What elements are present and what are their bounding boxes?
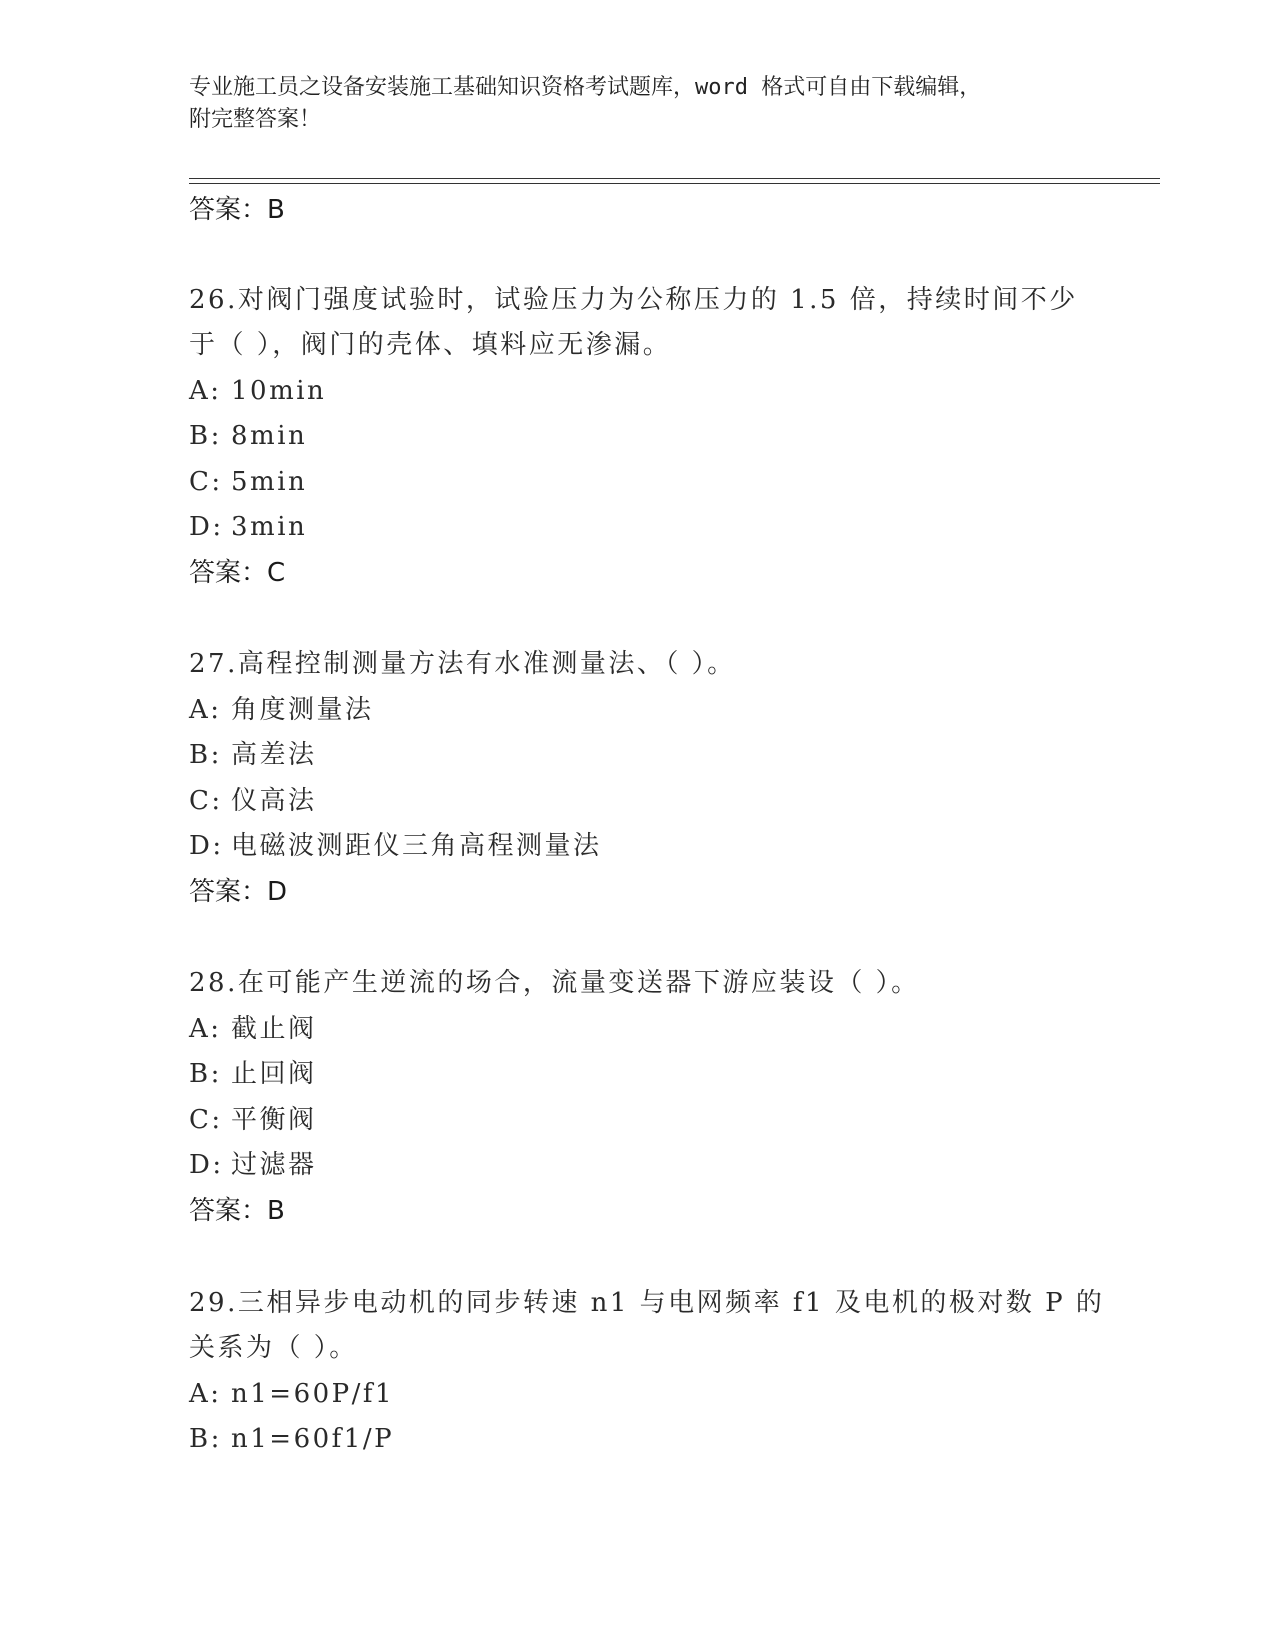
option-key: A: xyxy=(189,1014,222,1044)
option-a xyxy=(189,1376,394,1412)
option-key: C: xyxy=(189,1105,223,1135)
option-a xyxy=(189,373,326,409)
option-d xyxy=(189,1147,317,1183)
option-key: D: xyxy=(189,1150,224,1180)
option-d xyxy=(189,509,307,545)
answer-value: B xyxy=(267,195,285,225)
answer-line xyxy=(189,192,285,228)
header-rule-bottom xyxy=(189,183,1160,184)
answer-line xyxy=(189,555,285,591)
answer-label: 答案： xyxy=(189,195,268,225)
header-text-line-1: 专业施工员之设备安装施工基础知识资格考试题库，word 格式可自由下载编辑， xyxy=(189,75,982,100)
answer-value: C xyxy=(267,558,286,588)
option-key: A: xyxy=(189,695,222,725)
option-text: 截止阀 xyxy=(231,1014,317,1044)
option-text: 角度测量法 xyxy=(231,695,374,725)
option-text: 5min xyxy=(231,467,308,497)
option-text: n1=60P/f1 xyxy=(231,1379,395,1409)
option-b xyxy=(189,1056,317,1092)
question-text-line: 28.在可能产生逆流的场合，流量变送器下游应装设（ ）。 xyxy=(189,968,920,998)
answer-label: 答案： xyxy=(189,558,268,588)
option-text: n1=60f1/P xyxy=(231,1424,395,1454)
option-c xyxy=(189,464,307,500)
option-text: 止回阀 xyxy=(231,1059,317,1089)
option-b xyxy=(189,737,317,773)
option-key: B: xyxy=(189,1424,222,1454)
option-a xyxy=(189,1011,317,1047)
option-text: 10min xyxy=(231,376,327,406)
option-text: 过滤器 xyxy=(231,1150,317,1180)
question-text-line: 29.三相异步电动机的同步转速 n1 与电网频率 f1 及电机的极对数 P 的 xyxy=(189,1288,1105,1318)
option-key: D: xyxy=(189,831,224,861)
option-key: B: xyxy=(189,740,222,770)
option-key: A: xyxy=(189,376,222,406)
option-c xyxy=(189,1102,317,1138)
option-key: A: xyxy=(189,1379,222,1409)
option-key: B: xyxy=(189,421,222,451)
option-text: 平衡阀 xyxy=(231,1105,317,1135)
answer-label: 答案： xyxy=(189,877,268,907)
option-text: 仪高法 xyxy=(231,786,317,816)
answer-line xyxy=(189,874,287,910)
option-text: 8min xyxy=(231,421,308,451)
option-text: 高差法 xyxy=(231,740,317,770)
option-key: C: xyxy=(189,467,223,497)
option-key: C: xyxy=(189,786,223,816)
option-d xyxy=(189,828,602,864)
answer-label: 答案： xyxy=(189,1196,268,1226)
answer-line xyxy=(189,1193,285,1229)
answer-value: D xyxy=(267,877,288,907)
option-key: D: xyxy=(189,512,224,542)
question-text-line: 关系为（ ）。 xyxy=(189,1333,358,1363)
question-text-line: 27.高程控制测量方法有水准测量法、（ ）。 xyxy=(189,649,736,679)
question-text-line: 26.对阀门强度试验时，试验压力为公称压力的 1.5 倍，持续时间不少 xyxy=(189,285,1078,315)
option-key: B: xyxy=(189,1059,222,1089)
option-text: 电磁波测距仪三角高程测量法 xyxy=(231,831,602,861)
option-b xyxy=(189,418,307,454)
option-b xyxy=(189,1421,394,1457)
answer-value: B xyxy=(267,1196,285,1226)
option-a xyxy=(189,692,374,728)
question-text-line: 于（ ），阀门的壳体、填料应无渗漏。 xyxy=(189,330,672,360)
header-rule-top xyxy=(189,178,1160,179)
option-c xyxy=(189,783,317,819)
header-text-line-2: 附完整答案！ xyxy=(189,107,322,132)
option-text: 3min xyxy=(231,512,308,542)
